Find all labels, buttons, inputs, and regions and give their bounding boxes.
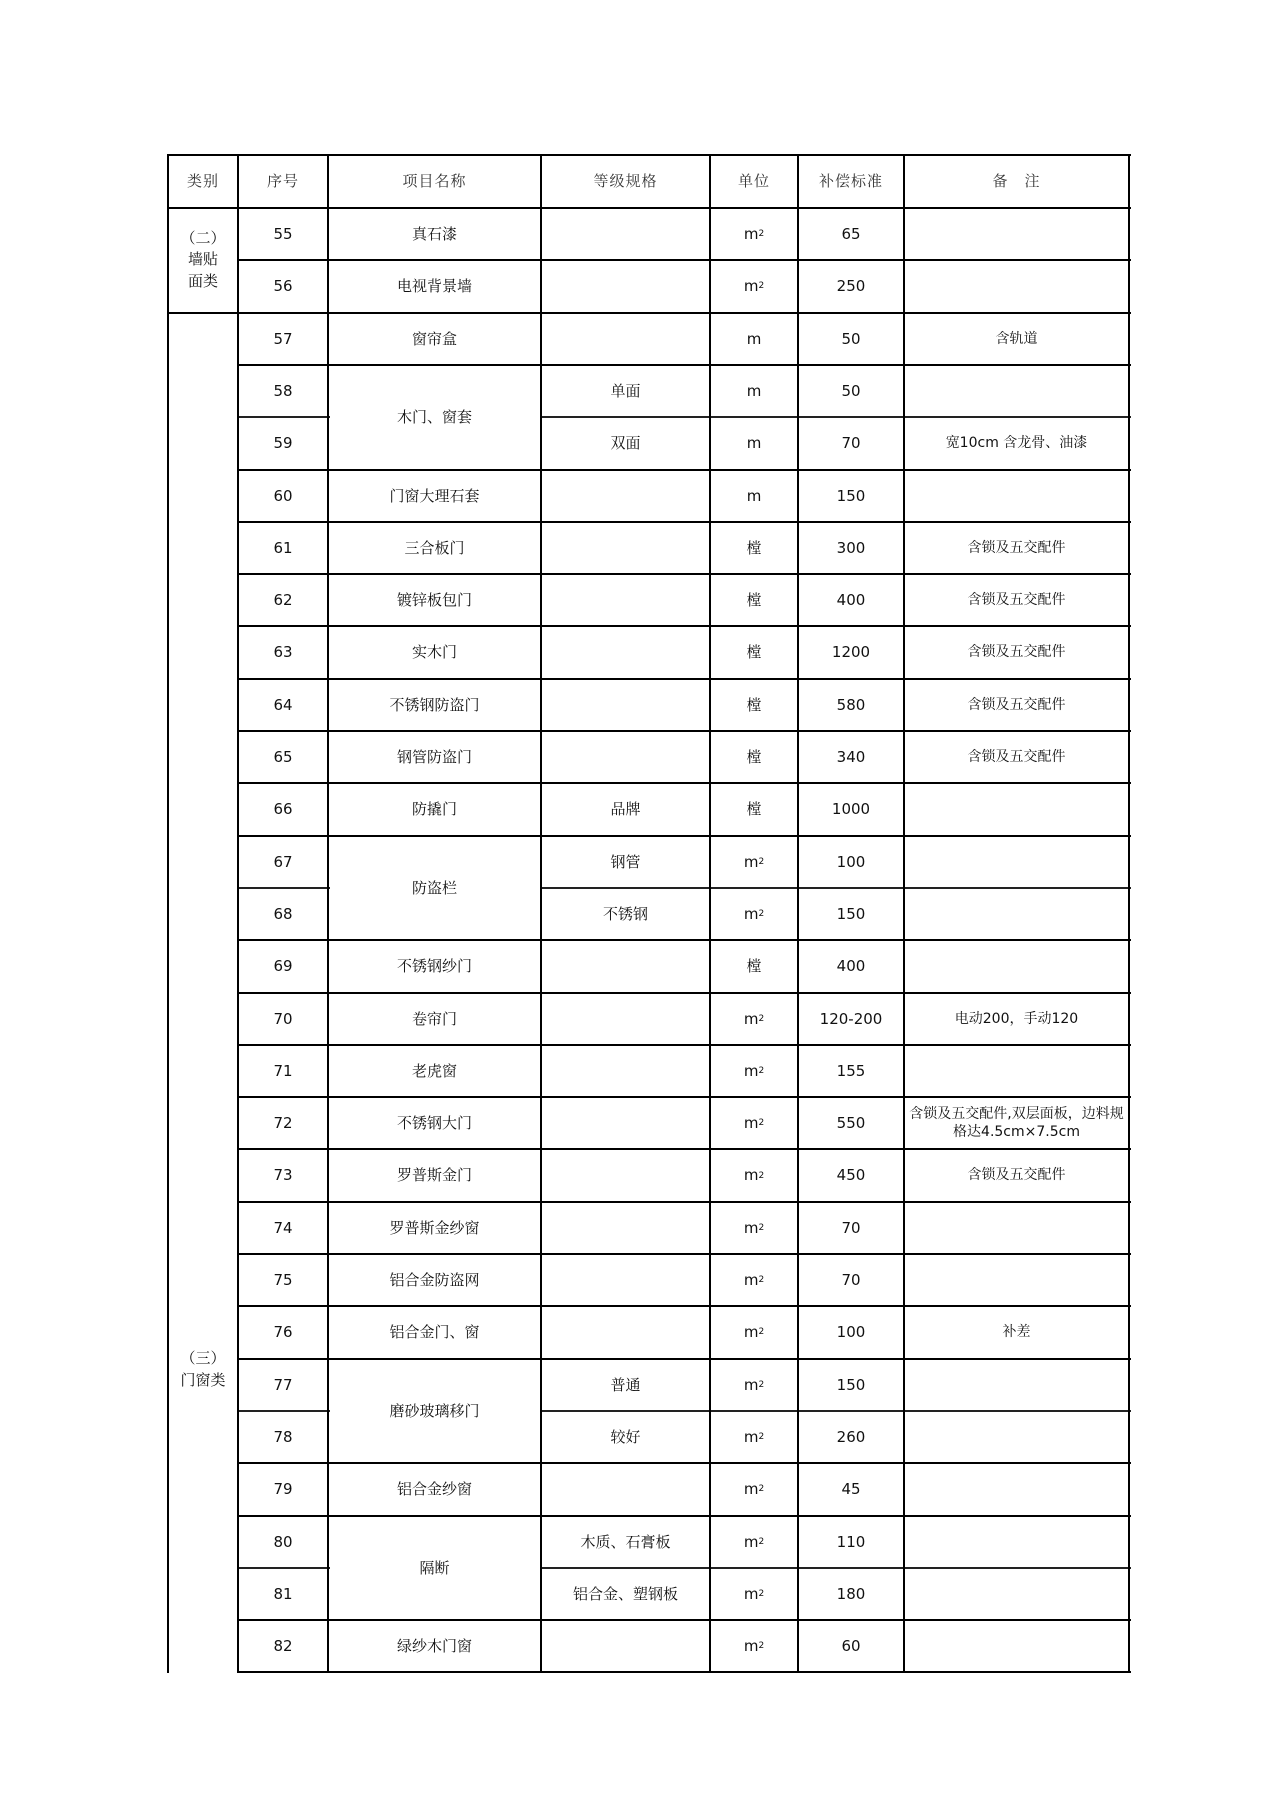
standard-cell: 150 — [836, 904, 866, 923]
table-rule — [238, 1619, 1131, 1621]
standard-cell: 400 — [836, 957, 866, 976]
item-name-cell: 木门、窗套 — [396, 408, 472, 427]
unit-cell: m — [746, 329, 762, 348]
unit-cell: 樘 — [746, 957, 762, 976]
spec-cell — [541, 470, 710, 522]
table-rule — [238, 364, 1131, 366]
item-name-cell: 磨砂玻璃移门 — [389, 1401, 480, 1420]
header-remark: 备 注 — [992, 172, 1041, 191]
spec-cell — [541, 1202, 710, 1254]
remark-cell: 含锁及五交配件 — [967, 644, 1066, 661]
remark-cell: 含轨道 — [995, 330, 1038, 347]
standard-cell: 100 — [836, 1323, 866, 1342]
table-rule — [237, 154, 239, 1673]
serial-cell: 61 — [273, 538, 293, 557]
remark-cell — [904, 783, 1129, 835]
item-name-cell: 绿纱木门窗 — [396, 1637, 472, 1656]
spec-cell — [541, 1097, 710, 1149]
spec-cell — [541, 313, 710, 365]
unit-cell: m 2 — [743, 1480, 765, 1499]
item-name-cell: 罗普斯金纱窗 — [389, 1218, 480, 1237]
table-rule — [238, 678, 1131, 680]
spec-cell: 钢管 — [610, 852, 641, 871]
spec-cell — [541, 1254, 710, 1306]
table-rule — [238, 573, 1131, 575]
table-rule — [238, 1410, 330, 1412]
spec-cell — [541, 679, 710, 731]
standard-cell: 550 — [836, 1114, 866, 1133]
serial-cell: 55 — [273, 225, 293, 244]
table-rule — [238, 835, 1131, 837]
remark-cell — [904, 1463, 1129, 1515]
serial-cell: 78 — [273, 1427, 293, 1446]
table-rule — [541, 1410, 1131, 1412]
category-wall-finish: （二） 墙贴 面类 — [180, 228, 226, 291]
standard-cell: 50 — [841, 329, 861, 348]
item-name-cell: 罗普斯金门 — [396, 1166, 472, 1185]
remark-cell — [904, 470, 1129, 522]
item-name-cell: 窗帘盒 — [411, 329, 457, 348]
item-name-cell: 门窗大理石套 — [389, 486, 480, 505]
item-name-cell: 铝合金防盗网 — [389, 1271, 480, 1290]
table-rule — [327, 154, 329, 1673]
remark-cell — [904, 1568, 1129, 1620]
serial-cell: 59 — [273, 434, 293, 453]
header-name: 项目名称 — [402, 172, 467, 191]
spec-cell — [541, 940, 710, 992]
unit-cell: 樘 — [746, 800, 762, 819]
unit-cell: m 2 — [743, 1114, 765, 1133]
unit-cell: m — [746, 381, 762, 400]
serial-cell: 74 — [273, 1218, 293, 1237]
category-doors-windows: （三） 门窗类 — [180, 1349, 226, 1389]
spec-cell — [541, 208, 710, 260]
standard-cell: 260 — [836, 1427, 866, 1446]
table-rule — [238, 259, 1131, 261]
remark-cell: 宽10cm 含龙骨、油漆 — [945, 435, 1088, 452]
serial-cell: 57 — [273, 329, 293, 348]
serial-cell: 76 — [273, 1323, 293, 1342]
item-name-cell: 不锈钢防盗门 — [389, 695, 480, 714]
standard-cell: 1000 — [831, 800, 871, 819]
unit-cell: 樘 — [746, 643, 762, 662]
standard-cell: 250 — [836, 277, 866, 296]
table-rule — [1128, 154, 1130, 1673]
standard-cell: 155 — [836, 1061, 866, 1080]
item-name-cell: 卷帘门 — [411, 1009, 457, 1028]
serial-cell: 69 — [273, 957, 293, 976]
table-rule — [238, 1358, 1131, 1360]
remark-cell — [904, 1254, 1129, 1306]
standard-cell: 45 — [841, 1480, 861, 1499]
serial-cell: 71 — [273, 1061, 293, 1080]
item-name-cell: 不锈钢纱门 — [396, 957, 472, 976]
serial-cell: 65 — [273, 748, 293, 767]
remark-cell: 电动200，手动120 — [954, 1010, 1079, 1027]
spec-cell: 较好 — [610, 1427, 641, 1446]
unit-cell: 樘 — [746, 748, 762, 767]
table-rule — [238, 1201, 1131, 1203]
table-rule — [238, 1567, 330, 1569]
unit-cell: m 2 — [743, 1166, 765, 1185]
standard-cell: 70 — [841, 434, 861, 453]
unit-cell: 樘 — [746, 695, 762, 714]
table-rule — [238, 1305, 1131, 1307]
spec-cell: 不锈钢 — [602, 904, 648, 923]
standard-cell: 70 — [841, 1271, 861, 1290]
spec-cell: 铝合金、塑钢板 — [572, 1584, 678, 1603]
remark-cell: 含锁及五交配件 — [967, 539, 1066, 556]
unit-cell: m 2 — [743, 1637, 765, 1656]
header-serial: 序号 — [266, 172, 299, 191]
remark-cell — [904, 888, 1129, 940]
spec-cell: 双面 — [610, 434, 641, 453]
standard-cell: 120-200 — [819, 1009, 883, 1028]
table-rule — [238, 1253, 1131, 1255]
unit-cell: m 2 — [743, 904, 765, 923]
spec-cell — [541, 1149, 710, 1201]
standard-cell: 400 — [836, 591, 866, 610]
table-rule — [238, 469, 1131, 471]
table-rule — [238, 887, 330, 889]
unit-cell: m 2 — [743, 1061, 765, 1080]
spec-cell — [541, 626, 710, 678]
item-name-cell: 真石漆 — [411, 225, 457, 244]
table-rule — [797, 154, 799, 1673]
table-rule — [168, 312, 1131, 314]
header-category: 类别 — [186, 172, 219, 191]
spec-cell: 普通 — [610, 1375, 641, 1394]
unit-cell: m 2 — [743, 1375, 765, 1394]
item-name-cell: 防撬门 — [411, 800, 457, 819]
table-rule — [238, 625, 1131, 627]
item-name-cell: 隔断 — [419, 1558, 450, 1577]
serial-cell: 67 — [273, 852, 293, 871]
remark-cell: 含锁及五交配件 — [967, 1167, 1066, 1184]
unit-cell: m — [746, 434, 762, 453]
remark-cell — [904, 1516, 1129, 1568]
spec-cell: 木质、石膏板 — [580, 1532, 671, 1551]
spec-cell — [541, 1306, 710, 1358]
standard-cell: 100 — [836, 852, 866, 871]
unit-cell: m 2 — [743, 1323, 765, 1342]
table-rule — [709, 154, 711, 1673]
serial-cell: 68 — [273, 904, 293, 923]
compensation-table — [168, 155, 1129, 1664]
standard-cell: 340 — [836, 748, 866, 767]
serial-cell: 80 — [273, 1532, 293, 1551]
header-unit: 单位 — [737, 172, 770, 191]
serial-cell: 63 — [273, 643, 293, 662]
serial-cell: 66 — [273, 800, 293, 819]
serial-cell: 56 — [273, 277, 293, 296]
unit-cell: m 2 — [743, 852, 765, 871]
table-rule — [238, 782, 1131, 784]
serial-cell: 62 — [273, 591, 293, 610]
remark-cell — [904, 836, 1129, 888]
standard-cell: 180 — [836, 1584, 866, 1603]
standard-cell: 150 — [836, 1375, 866, 1394]
item-name-cell: 钢管防盗门 — [396, 748, 472, 767]
item-name-cell: 电视背景墙 — [396, 277, 472, 296]
serial-cell: 58 — [273, 381, 293, 400]
table-rule — [541, 887, 1131, 889]
header-spec: 等级规格 — [593, 172, 658, 191]
table-rule — [238, 1148, 1131, 1150]
serial-cell: 72 — [273, 1114, 293, 1133]
unit-cell: 樘 — [746, 591, 762, 610]
spec-cell — [541, 260, 710, 312]
table-rule — [238, 1515, 1131, 1517]
remark-cell: 含锁及五交配件,双层面板，边料规格达4.5cm×7.5cm — [909, 1106, 1124, 1141]
item-name-cell: 镀锌板包门 — [396, 591, 472, 610]
unit-cell: 樘 — [746, 538, 762, 557]
standard-cell: 150 — [836, 486, 866, 505]
remark-cell — [904, 1620, 1129, 1672]
remark-cell: 含锁及五交配件 — [967, 592, 1066, 609]
spec-cell — [541, 1045, 710, 1097]
standard-cell: 50 — [841, 381, 861, 400]
unit-cell: m 2 — [743, 1427, 765, 1446]
serial-cell: 79 — [273, 1480, 293, 1499]
unit-cell: m 2 — [743, 1584, 765, 1603]
table-rule — [238, 992, 1131, 994]
table-rule — [238, 730, 1131, 732]
remark-cell — [904, 1202, 1129, 1254]
remark-cell — [904, 1411, 1129, 1463]
item-name-cell: 铝合金纱窗 — [396, 1480, 472, 1499]
spec-cell — [541, 1620, 710, 1672]
item-name-cell: 实木门 — [411, 643, 457, 662]
serial-cell: 73 — [273, 1166, 293, 1185]
standard-cell: 450 — [836, 1166, 866, 1185]
table-rule — [238, 939, 1131, 941]
unit-cell: m 2 — [743, 1009, 765, 1028]
standard-cell: 1200 — [831, 643, 871, 662]
remark-cell — [904, 1359, 1129, 1411]
remark-cell — [904, 260, 1129, 312]
item-name-cell: 防盗栏 — [411, 878, 457, 897]
table-rule — [540, 154, 542, 1673]
spec-cell — [541, 574, 710, 626]
header-standard: 补偿标准 — [818, 172, 883, 191]
table-rule — [238, 416, 330, 418]
table-rule — [167, 154, 169, 1673]
unit-cell: m 2 — [743, 1271, 765, 1290]
remark-cell: 补差 — [1002, 1324, 1031, 1341]
item-name-cell: 不锈钢大门 — [396, 1114, 472, 1133]
table-rule — [168, 207, 1131, 209]
table-rule — [238, 521, 1131, 523]
unit-cell: m 2 — [743, 1218, 765, 1237]
serial-cell: 70 — [273, 1009, 293, 1028]
serial-cell: 82 — [273, 1637, 293, 1656]
remark-cell — [904, 1045, 1129, 1097]
serial-cell: 75 — [273, 1271, 293, 1290]
item-name-cell: 铝合金门、窗 — [389, 1323, 480, 1342]
standard-cell: 60 — [841, 1637, 861, 1656]
table-rule — [541, 416, 1131, 418]
standard-cell: 110 — [836, 1532, 866, 1551]
item-name-cell: 老虎窗 — [411, 1061, 457, 1080]
standard-cell: 70 — [841, 1218, 861, 1237]
table-rule — [541, 1567, 1131, 1569]
item-name-cell: 三合板门 — [404, 538, 465, 557]
unit-cell: m 2 — [743, 277, 765, 296]
serial-cell: 81 — [273, 1584, 293, 1603]
spec-cell — [541, 731, 710, 783]
spec-cell — [541, 1463, 710, 1515]
spec-cell: 单面 — [610, 381, 641, 400]
table-rule — [238, 1044, 1131, 1046]
unit-cell: m 2 — [743, 225, 765, 244]
standard-cell: 65 — [841, 225, 861, 244]
table-rule — [238, 1671, 1131, 1673]
table-rule — [238, 1096, 1131, 1098]
table-rule — [168, 154, 1131, 156]
serial-cell: 64 — [273, 695, 293, 714]
spec-cell — [541, 993, 710, 1045]
remark-cell: 含锁及五交配件 — [967, 749, 1066, 766]
spec-cell — [541, 522, 710, 574]
table-rule — [238, 1462, 1131, 1464]
table-rule — [903, 154, 905, 1673]
spec-cell: 品牌 — [610, 800, 641, 819]
unit-cell: m 2 — [743, 1532, 765, 1551]
standard-cell: 580 — [836, 695, 866, 714]
remark-cell: 含锁及五交配件 — [967, 696, 1066, 713]
remark-cell — [904, 940, 1129, 992]
remark-cell — [904, 365, 1129, 417]
unit-cell: m — [746, 486, 762, 505]
standard-cell: 300 — [836, 538, 866, 557]
serial-cell: 60 — [273, 486, 293, 505]
serial-cell: 77 — [273, 1375, 293, 1394]
remark-cell — [904, 208, 1129, 260]
